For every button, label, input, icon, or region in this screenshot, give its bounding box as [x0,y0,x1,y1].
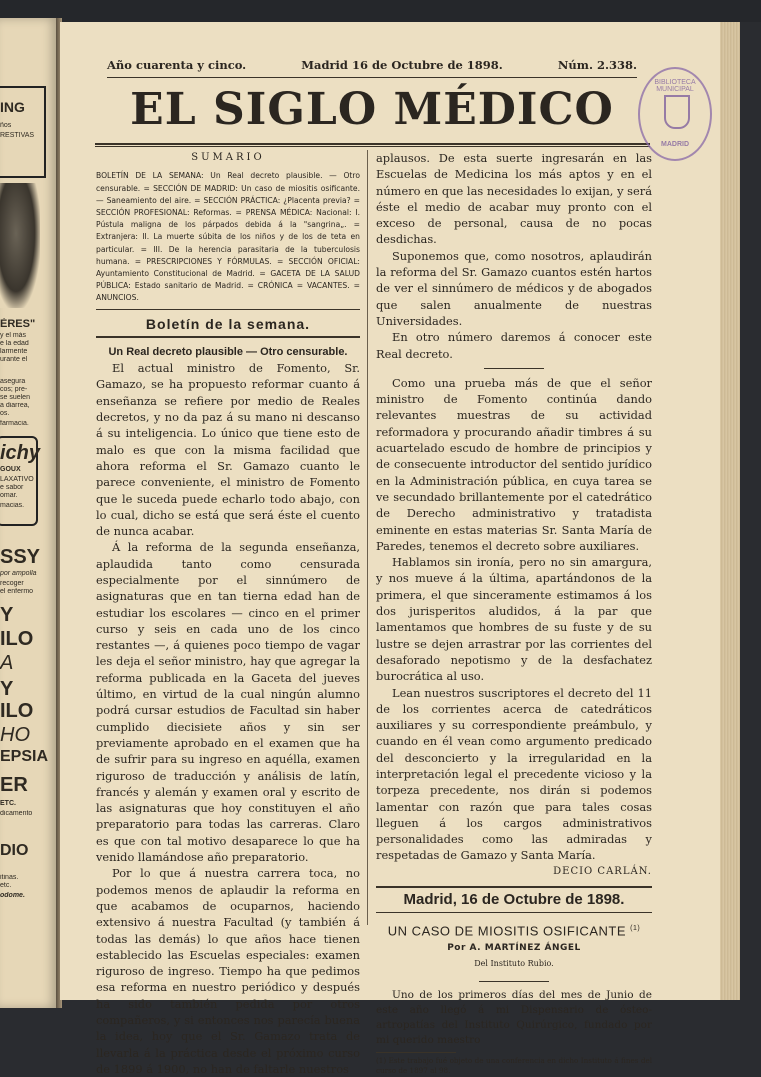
footnote-mark: (1) [630,925,641,933]
section-rule [376,912,652,913]
lp-frag: odome. [0,892,25,899]
lp-frag: el enfermo [0,588,34,595]
article-body: Uno de los primeros días del mes de Junio de este año llegó á mi Dispensario de ósteo-artropatías del Instituto Quirúrgico, fundado por mi querido maestro [376,988,652,1046]
section-rule [96,309,360,310]
lp-frag: GOUX [0,466,21,473]
lp-frag: recoger [0,580,24,587]
paragraph: El actual ministro de Fomento, Sr. Gamazo, se ha propuesto reformar cuanto á enseñanza se refiere por medio de Reales decretos, y no da paz á su mano ni descanso á su inteligencia. Lo único que tiene esto de malo es que con la misma facilidad que ahora reforma el Sr. Gamazo cuanto le parece conveniente, el ministro de Fomento que le suceda puede echarlo todo abajo, con lo cual, dicho se está que será éste el cuento de nunca acabar. [96,361,360,539]
lp-frag: RESTIVAS [0,132,35,139]
lp-frag: ÈRES" [0,318,36,330]
lp-frag: ER [0,774,28,796]
paragraph: Á la reforma de la segunda enseñanza, aplaudida tanto como censurada especialmente por el sinnúmero de asignaturas que en tan tierna edad han de estudiar los escolares — cinco en el primer curso y seis en cada uno de los cinco restantes —, á quienes poco tiempo de vagar les deja el señor ministro, hay que agregar la reforma publicada en la Gaceta del jueves último, en virtud de la cual ningún alumno podrá cursar estudios de Facultad sin haber cumplido diecisiete años y sin ser previamente aprobado en el examen que ha de sufrir para su ingreso en aquélla, examen riguroso de traducción y análisis de latín, francés y alemán y examen oral y escrito de las asignaturas que hoy constituyen el año preparatorio para todas las carreras. Claro es que con tal motivo desaparece lo que ha venido llamándose año preparatorio. [96,540,360,865]
lp-frag: itinas. [0,874,19,881]
masthead-rule [107,77,637,78]
lp-frag: dicamento [0,810,33,817]
lp-frag: a diarrea, [0,402,30,409]
scan-background [0,0,761,22]
section-rule [96,336,360,338]
sumario-text: BOLETÍN DE LA SEMANA: Un Real decreto plausible. — Otro censurable. = SECCIÓN DE MADRID: Un caso de miositis osificante. — Saneamiento del aire. = SECCIÓN PRÁCTICA: ¿Placenta previa? = SECCIÓN PROFESIONAL: Reformas. = PRENSA MÉDICA: Nacional: I. Pústula maligna de los párpados debida á la "sangrina„. = Extranjera: II. La muerte súbita de los niños y de los de teta en particular. = III. De la herencia parasitaria de la tuberculosis humana. = PRESCRIPCIONES Y FÓRMULAS. = SECCIÓN OFICIAL: Ayuntamiento Constitucional de Madrid. = GACETA DE LA SALUD PÚBLICA: Estado sanitario de Madrid. = CRÓNICA = VACANTES. = ANUNCIOS. [96,171,360,303]
article-institution: Del Instituto Rubio. [474,959,554,969]
boletin-subheading: Un Real decreto plausible — Otro censurable. [108,345,348,358]
lp-frag: Y [0,678,14,700]
issue-number: Núm. 2.338. [557,58,637,72]
footnote: (1) Este trabajo fué objeto de una conferencia en dicho Instituto á fines del curso de 1897 al 98. [376,1055,652,1075]
volume-year: Año cuarenta y cinco. [107,58,247,72]
lp-frag: etc. [0,882,12,889]
lp-frag: farmacia. [0,420,29,427]
footnote-rule [376,1052,456,1053]
lp-frag: HO [0,724,30,746]
lp-frag: LAXATIVO [0,476,34,483]
lp-frag: DIO [0,842,29,859]
madrid-heading: Madrid, 16 de Octubre de 1898. [403,891,625,909]
lp-frag: urante el [0,356,28,363]
lp-frag: ILO [0,700,34,722]
issue-date: Madrid 16 de Octubre de 1898. [301,58,503,72]
masthead [107,58,637,72]
signature: DECIO CARLÁN. [553,865,652,877]
right-column [376,150,652,1076]
previous-page-fragment [0,18,58,1008]
paragraph: Suponemos que, como nosotros, aplaudirán la reforma del Sr. Gamazo cuantos estén hartos de ver el sinnúmero de médicos y de abogados que salen anualmente de nuestras Universidades. [376,248,652,328]
library-stamp [638,67,712,161]
paragraph: En otro número daremos á conocer este Real decreto. [376,330,652,361]
lp-frag: A [0,652,14,674]
sumario-heading: SUMARIO [191,152,265,163]
lp-frag: SSY [0,546,41,568]
lp-frag: os. [0,410,10,417]
lp-frag: ños [0,122,12,129]
lp-frag: ILO [0,628,34,650]
lp-frag: ETC. [0,800,16,807]
title-rule-thin [95,146,650,147]
lp-frag: ING [0,99,25,115]
page-stack-edge [720,22,740,1000]
lp-frag: se suelen [0,394,30,401]
newspaper-page [60,22,721,1076]
lp-frag: por ampolla [0,570,37,577]
stamp-text-top: BIBLIOTECA MUNICIPAL [654,79,696,93]
title-rule [95,143,650,145]
lp-frag: e sabor [0,484,24,491]
article-title-text: UN CASO DE MIOSITIS OSIFICANTE [387,923,626,939]
lp-frag: e la edad [0,340,29,347]
paragraph: Por lo que á nuestra carrera toca, no podemos menos de aplaudir la reforma en que acabamos de ocuparnos, haciendo extensivo á nuestra Facultad (y también á todas las demás) lo que años hace tienen establecido las Escuelas especiales: examen riguroso de ingreso. Tiempo ha que pedimos esa reforma en nuestro periódico y después ha sido también pedida por otros compañeros, y si entonces nos parecía buena la idea, hoy que el Sr. Gamazo trata de llevarla á la práctica desde el próximo curso de 1899 á 1900, no han de faltarle nuestros [96,866,360,1076]
paragraph: Lean nuestros suscriptores el decreto del 11 de los corrientes acerca de catedráticos auxiliares y su correspondiente preámbulo, y cuando en él vean como argumento predicado del desconcierto y la irregularidad en la interpretación legal el precedente vicioso y la torpeza precedente, nos dirán si podemos lamentar con razón que para tales cosas lleguen á los cargos administrativos personalidades como las admiradas y respetadas de Gamazo y Santa María. [376,685,652,863]
paragraph: aplausos. De esta suerte ingresarán en las Escuelas de Medicina los más aptos y en el número en que las necesidades lo exijan, y será éste el medio de acabar muy pronto con el exceso de personal, causa de no pocas desdichas. [376,151,652,247]
lp-frag: cos; pre- [0,386,28,393]
article-author: Por A. MARTÍNEZ ÁNGEL [447,942,581,953]
section-rule [376,886,652,888]
paragraph: Hablamos sin ironía, pero no sin amargura, y nos mueve á la última, apartándonos de la primera, el que sinceramente estimamos á los dos jurisperitos aludidos, á la par que lamentamos que hombres de su fuste y de su lustre se dejen arrastrar por las corrientes del desaforado nepotismo y de la desfachatez burocrática al uso. [376,555,652,684]
engraving-illustration [0,183,40,308]
boletin-heading: Boletín de la semana. [145,315,311,332]
lp-frag: y el más [0,332,27,339]
paragraph: Como una prueba más de que el señor ministro de Fomento continúa dando relevantes muestras de su actividad reformadora y procurando añadir timbres á su acuartelado escudo de hombre de principios y de consecuente introductor del sentido jurídico en la Administración pública, en cuya tarea se ve secundado brillantemente por el catedrático de Derecho administrativo y tratadista eminente en estas materias Sr. Santa María de Paredes, tenemos el decreto sobre auxiliares. [376,375,652,553]
lp-frag: EPSIA [0,748,49,765]
lp-frag: asegura [0,378,26,385]
column-divider [367,150,368,925]
left-column [96,150,360,1077]
page-title: EL SIGLO MÉDICO [130,84,614,135]
separator-rule [479,981,549,982]
article-title [376,921,652,940]
lp-frag: omar. [0,492,18,499]
stamp-text-bottom: MADRID [661,141,689,148]
separator-rule [484,368,544,369]
lp-frag: Y [0,604,14,626]
lp-frag: larmente [0,348,28,355]
lp-frag: macias. [0,502,25,509]
lp-frag: ichy [0,442,41,464]
shield-icon [664,95,690,129]
